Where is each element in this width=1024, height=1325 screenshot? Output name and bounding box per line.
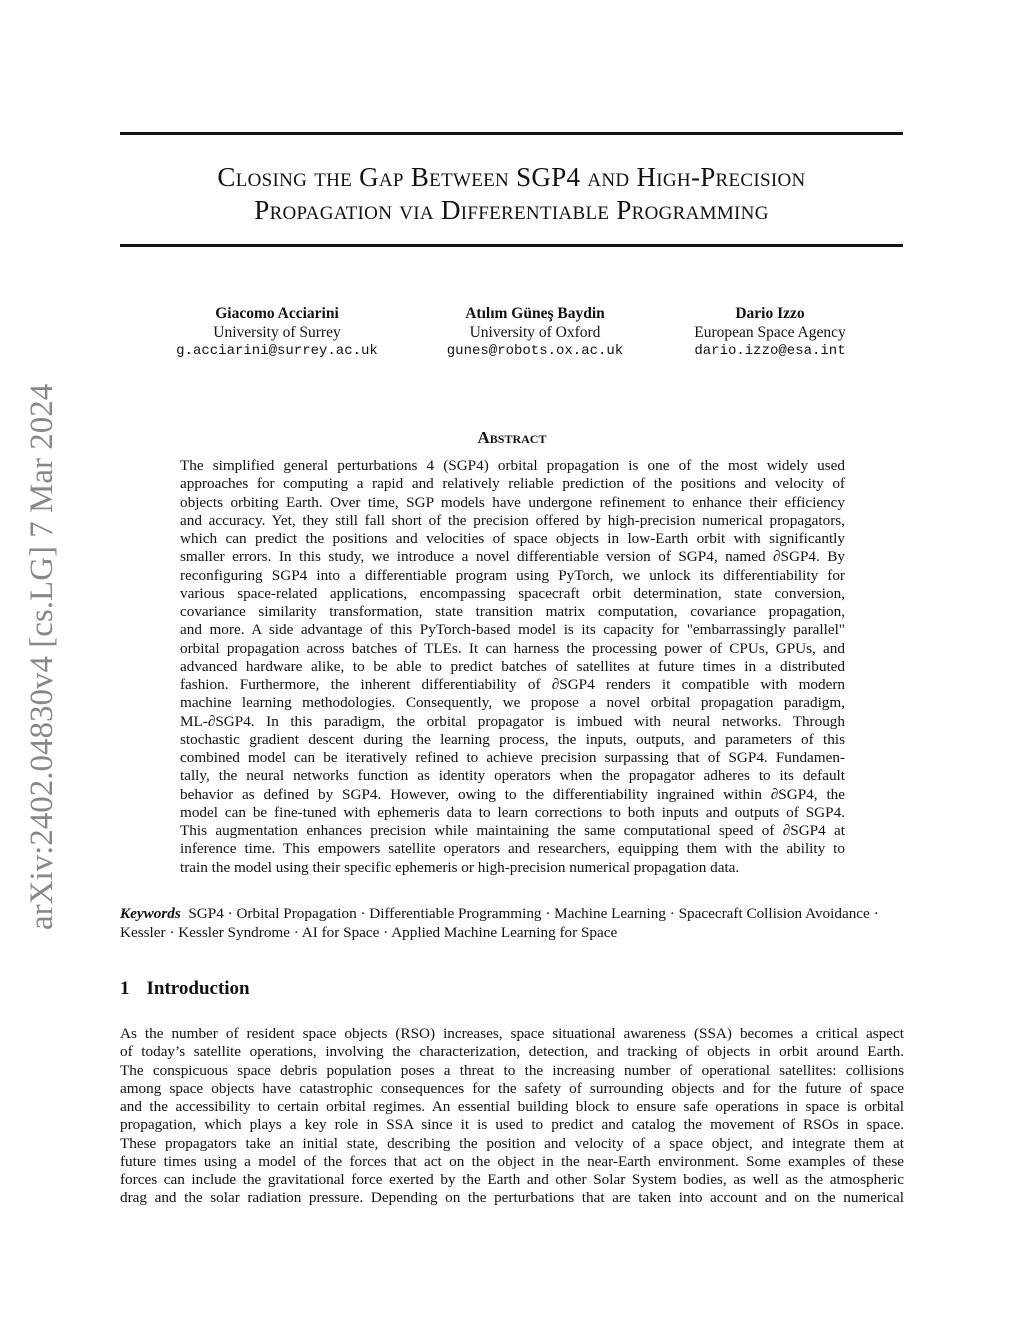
text-line: orbital propagation across batches of TLEs. It can harness the processing power of CPUs, GPUs, and (180, 639, 845, 657)
text-line: advanced hardware alike, to be able to predict batches of satellites at future times in a distributed (180, 657, 845, 675)
text-line: The simplified general perturbations 4 (SGP4) orbital propagation is one of the most widely used (180, 457, 845, 474)
text-line: As the number of resident space objects (RSO) increases, space situational awareness (SSA) becomes a critical aspect (120, 1025, 904, 1042)
text-line: and more. A side advantage of this PyTorch-based model is its capacity for "embarrassingly parallel" (180, 621, 845, 639)
title-bottom-rule (120, 244, 903, 247)
section-heading (120, 978, 250, 1000)
text-line: stochastic gradient descent during the learning process, the inputs, outputs, and parameters of this (180, 730, 845, 748)
text-line: propagation, which plays a key role in SSA since it is used to predict and catalog the movement of RSOs in space. (120, 1116, 904, 1134)
text-line: The conspicuous space debris population poses a threat to the increasing number of operational satellites: collisions (120, 1061, 904, 1079)
author-3 (640, 305, 900, 361)
text-line: approaches for computing a rapid and relatively reliable prediction of the positions and velocity of (180, 475, 845, 493)
intro-body (120, 1025, 904, 1208)
author-affiliation: European Space Agency (694, 323, 846, 341)
text-line: drag and the solar radiation pressure. Depending on the perturbations that are taken into account and on the numerical (120, 1189, 904, 1207)
text-line: tally, the neural networks function as identity operators when the propagator adheres to its default (180, 767, 845, 785)
text-line: ML-∂SGP4. In this paradigm, the orbital propagator is imbued with neural networks. Through (180, 712, 845, 730)
author-2 (405, 305, 665, 361)
text-line: inference time. This empowers satellite operators and researchers, equipping them with the ability to (180, 840, 845, 858)
text-line: model can be fine-tuned with ephemeris data to learn corrections to both inputs and outputs of SGP4. (180, 803, 845, 821)
keywords-label: Keywords (120, 905, 181, 922)
text-line: machine learning methodologies. Consequently, we propose a novel orbital propagation paradigm, (180, 694, 845, 712)
arxiv-stamp: arXiv:2402.04830v4 [cs.LG] 7 Mar 2024 (24, 383, 60, 930)
author-name: Giacomo Acciarini (215, 305, 339, 322)
section-number: 1 (120, 978, 130, 999)
text-line: This augmentation enhances precision while maintaining the same computational speed of ∂SGP4 at (180, 822, 845, 839)
text-line: future times using a model of the forces that act on the object in the near-Earth environment. Some examples of these (120, 1152, 904, 1170)
title-top-rule (120, 132, 903, 135)
keywords-list: SGP4 · Orbital Propagation · Differentiable Programming · Machine Learning · Spacecraft Collision Avoidance · Kessler · Kessler Syndrome · AI for Space · Applied Machine Learning for Space (120, 905, 879, 941)
text-line: and accuracy. Yet, they still fall short of the precision offered by high-precision numerical propagators, (180, 511, 845, 529)
section-title: Introduction (146, 978, 250, 999)
text-line: reconfiguring SGP4 into a differentiable program using PyTorch, we unlock its differentiability for (180, 566, 845, 584)
keywords (120, 905, 903, 942)
text-line: of today’s satellite operations, involving the characterization, detection, and tracking of objects in orbit around Earth. (120, 1043, 904, 1061)
text-line: These propagators take an initial state, describing the position and velocity of a space object, and integrate them at (120, 1134, 904, 1152)
author-email: g.acciarini@surrey.ac.uk (176, 343, 378, 359)
text-line: covariance similarity transformation, state transition matrix computation, covariance propagation, (180, 603, 845, 620)
author-affiliation: University of Surrey (213, 323, 341, 341)
text-line: various space-related applications, encompassing spacecraft orbit determination, state conversion, (180, 584, 845, 602)
abstract-body (180, 457, 845, 877)
author-name: Atılım Güneş Baydin (465, 305, 605, 322)
author-1 (147, 305, 407, 361)
author-email: dario.izzo@esa.int (694, 343, 846, 359)
author-affiliation: University of Oxford (469, 323, 601, 341)
author-name: Dario Izzo (735, 305, 805, 322)
title-line-2: Propagation via Differentiable Programming (254, 195, 769, 225)
author-email: gunes@robots.ox.ac.uk (446, 343, 624, 359)
text-line: forces can include the gravitational force exerted by the Earth and other Solar System bodies, as well as the atmospheric (120, 1171, 904, 1188)
text-line: and the accessibility to certain orbital regimes. An essential building block to ensure safe operations in space is orbital (120, 1098, 904, 1115)
text-line: objects orbiting Earth. Over time, SGP models have undergone refinement to enhance their efficiency (180, 493, 845, 511)
text-line: which can predict the positions and velocities of space objects in low-Earth orbit with significantly (180, 530, 845, 547)
text-line: smaller errors. In this study, we introduce a novel differentiable version of SGP4, named ∂SGP4. By (180, 548, 845, 566)
abstract-heading: Abstract (477, 428, 547, 447)
text-line: train the model using their specific ephemeris or high-precision numerical propagation data. (180, 858, 740, 876)
text-line: behavior as defined by SGP4. However, owing to the differentiability ingrained within ∂SGP4, the (180, 785, 845, 803)
text-line: combined model can be iteratively refined to achieve precision surpassing that of SGP4. Fundamen- (180, 749, 845, 766)
text-line: among space objects have catastrophic consequences for the safety of surrounding objects and for the future of space (120, 1079, 904, 1097)
title-line-1: Closing the Gap Between SGP4 and High-Precision (217, 162, 806, 192)
text-line: fashion. Furthermore, the inherent differentiability of ∂SGP4 renders it compatible with modern (180, 676, 845, 693)
